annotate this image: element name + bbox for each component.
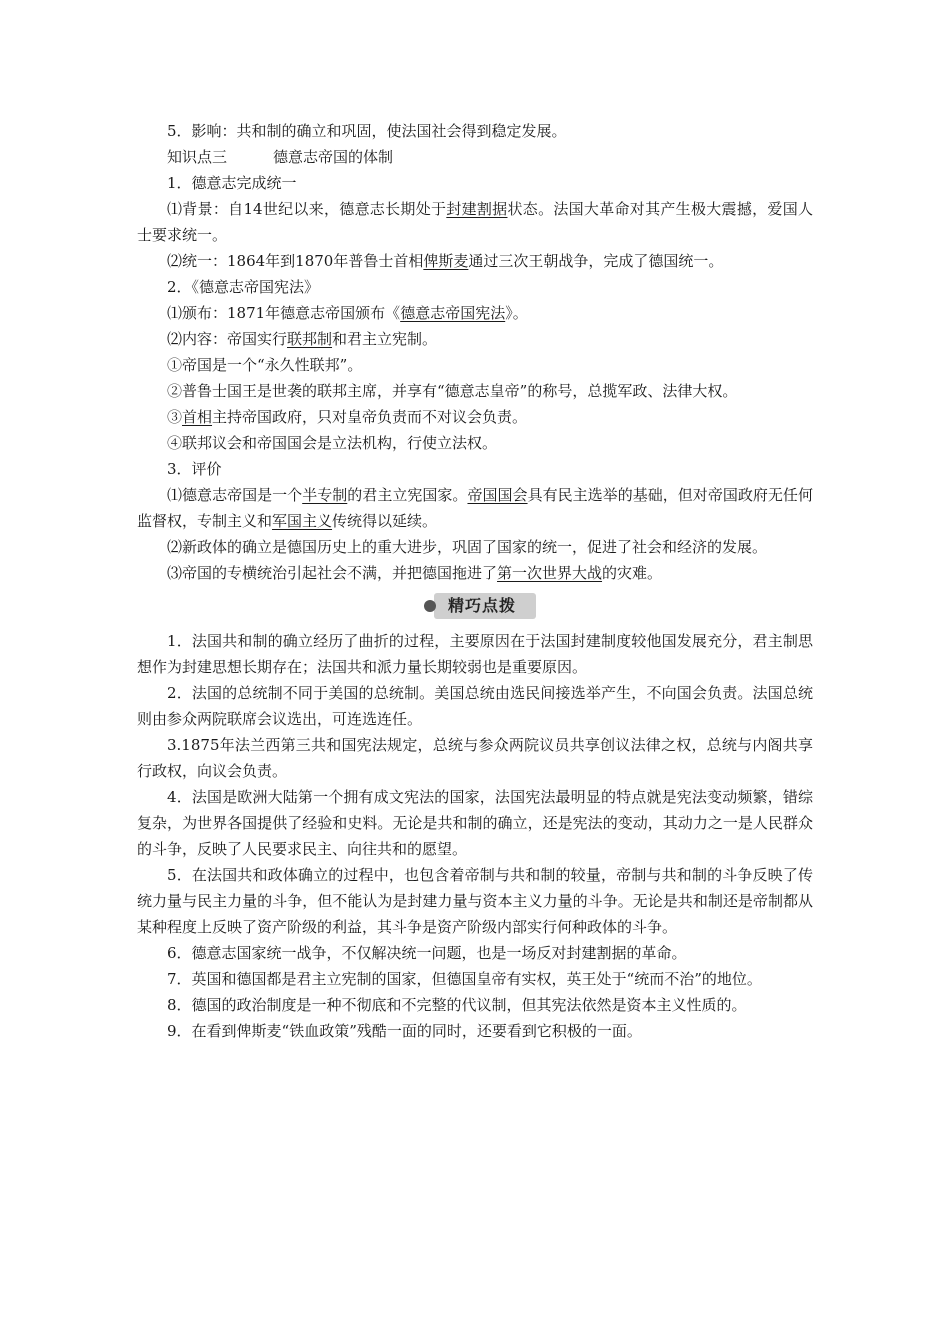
text-run: 传统得以延续。: [332, 512, 438, 530]
text-run: ⑵统一：1864年到1870年普鲁士首相: [167, 252, 424, 270]
text-run: 》。: [505, 304, 528, 322]
underlined-term: 联邦制: [287, 330, 333, 348]
unification-title: 1．德意志完成统一: [167, 174, 297, 192]
banner-box: [434, 593, 536, 619]
constitution-title: 2．《德意志帝国宪法》: [167, 278, 320, 296]
text-run: 主持帝国政府，只对皇帝负责而不对议会负责。: [212, 408, 528, 426]
content-point-4: ④联邦议会和帝国国会是立法机构，行使立法权。: [167, 434, 498, 452]
bullet-dot-icon: [424, 600, 436, 612]
unification-paragraph: [137, 248, 813, 274]
knowledge-heading: [137, 144, 813, 170]
underlined-term: 封建割据: [446, 200, 508, 218]
document-body: [137, 118, 813, 1044]
underlined-term: 俾斯麦: [423, 252, 469, 270]
text-run: 的灾难。: [602, 564, 663, 582]
banner-title: 精巧点拨: [448, 596, 517, 615]
tip-item-7: 7．英国和德国都是君主立宪制的国家，但德国皇帝有实权，英王处于“统而不治”的地位。: [167, 970, 762, 988]
tip-item-9: 9．在看到俾斯麦“铁血政策”残酷一面的同时，还要看到它积极的一面。: [167, 1022, 642, 1040]
evaluation-point-1: [137, 482, 813, 534]
text-run: 状态。法国大革命对其产生极大震撼，爱国人士要求统一。: [137, 200, 813, 244]
tip-item-4: 4．法国是欧洲大陆第一个拥有成文宪法的国家，法国宪法最明显的特点就是宪法变动频繁，错综复杂，为世界各国提供了经验和史料。无论是共和制的确立，还是宪法的变动，其动力之一是人民群众的斗争，反映了人民要求民主、向往共和的愿望。: [137, 788, 813, 858]
text-run: 具有民主选举的基础，但对帝国政府无任何监督权，专制主义和: [137, 486, 813, 530]
underlined-term: 德意志帝国宪法: [400, 304, 506, 322]
content-point-3: [137, 404, 813, 430]
tip-item-8: 8．德国的政治制度是一种不彻底和不完整的代议制，但其宪法依然是资本主义性质的。: [167, 996, 747, 1014]
underlined-term: 军国主义: [272, 512, 333, 530]
underlined-term: 半专制: [302, 486, 348, 504]
text-run: ⑴颁布：1871年德意志帝国颁布《: [167, 304, 401, 322]
tip-item-6: 6．德意志国家统一战争，不仅解决统一问题，也是一场反对封建割据的革命。: [167, 944, 687, 962]
underlined-term: 首相: [182, 408, 213, 426]
tip-item-3: 3.1875年法兰西第三共和国宪法规定，总统与参众两院议员共享创议法律之权，总统与内阁共享行政权，向议会负责。: [137, 736, 813, 780]
underlined-term: 帝国国会: [467, 486, 528, 504]
section-banner: [137, 590, 813, 624]
text-run: ⑴德意志帝国是一个: [167, 486, 303, 504]
promulgation-paragraph: [137, 300, 813, 326]
tip-item-2: 2．法国的总统制不同于美国的总统制。美国总统由选民间接选举产生，不向国会负责。法国总统则由参众两院联席会议选出，可连选连任。: [137, 684, 813, 728]
content-point-2: ②普鲁士国王是世袭的联邦主席，并享有“德意志皇帝”的称号，总揽军政、法律大权。: [167, 382, 738, 400]
evaluation-title: 3．评价: [167, 460, 222, 478]
text-run: 通过三次王朝战争，完成了德国统一。: [468, 252, 724, 270]
tip-item-1: 1．法国共和制的确立经历了曲折的过程，主要原因在于法国封建制度较他国发展充分，君主制思想作为封建思想长期存在；法国共和派力量长期较弱也是重要原因。: [137, 632, 813, 676]
underlined-term: 第一次世界大战: [497, 564, 603, 582]
content-paragraph: [137, 326, 813, 352]
heading-title: 德意志帝国的体制: [273, 148, 394, 166]
text-run: ⑶帝国的专横统治引起社会不满，并把德国拖进了: [167, 564, 498, 582]
evaluation-point-3: [137, 560, 813, 586]
text-run: ⑴背景：自14世纪以来，德意志长期处于: [167, 200, 447, 218]
text-run: 的君主立宪国家。: [347, 486, 468, 504]
influence-item: 5．影响：共和制的确立和巩固，使法国社会得到稳定发展。: [167, 122, 567, 140]
heading-label: 知识点三: [167, 148, 228, 166]
text-run: 和君主立宪制。: [332, 330, 438, 348]
tip-item-5: 5．在法国共和政体确立的过程中，也包含着帝制与共和制的较量，帝制与共和制的斗争反映了传统力量与民主力量的斗争，但不能认为是封建力量与资本主义力量的斗争。无论是共和制还是帝制都从某种程度上反映了资产阶级的利益，其斗争是资产阶级内部实行何种政体的斗争。: [137, 866, 813, 936]
text-run: ③: [167, 408, 183, 426]
background-paragraph: [137, 196, 813, 248]
content-point-1: ①帝国是一个“永久性联邦”。: [167, 356, 363, 374]
evaluation-point-2: ⑵新政体的确立是德国历史上的重大进步，巩固了国家的统一，促进了社会和经济的发展。: [167, 538, 768, 556]
text-run: ⑵内容：帝国实行: [167, 330, 288, 348]
